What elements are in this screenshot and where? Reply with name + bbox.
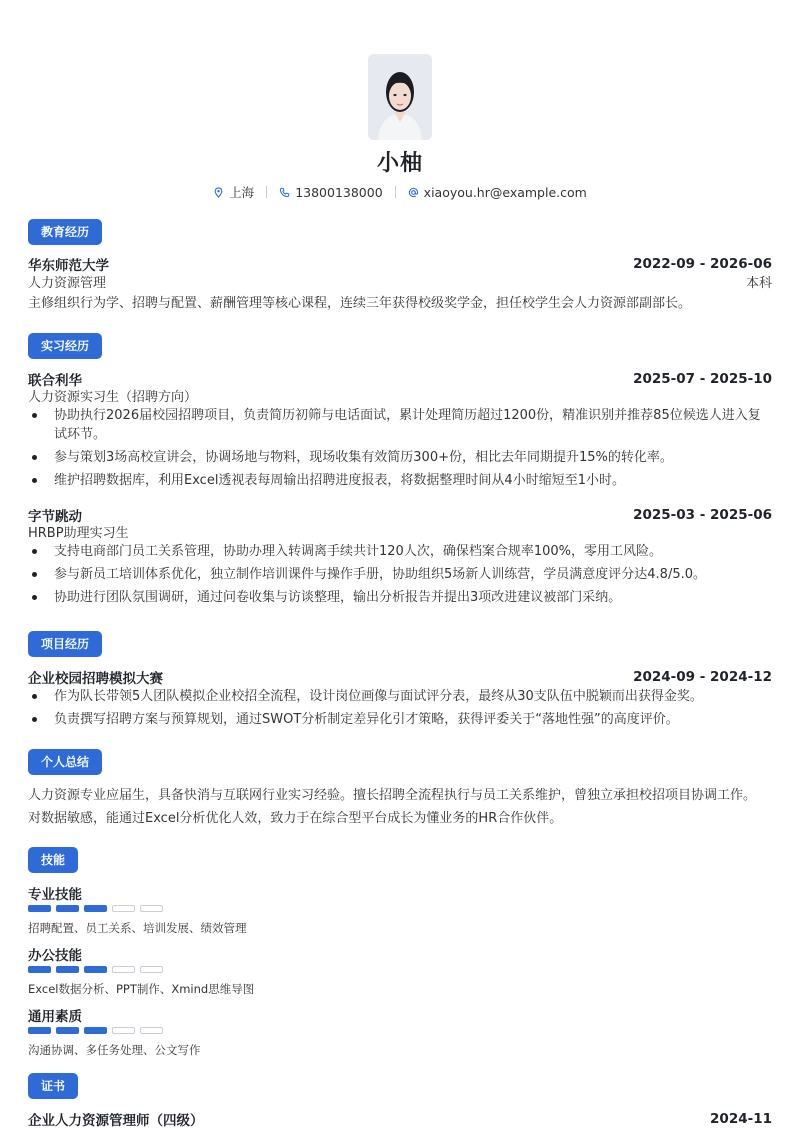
list-item: 作为队长带领5人团队模拟企业校招全流程，设计岗位画像与面试评分表，最终从30支队伍中脱颖而出获得金奖。	[28, 687, 772, 706]
phone-text: 13800138000	[295, 184, 383, 200]
job-role-row	[28, 522, 772, 541]
school-name: 华东师范大学	[28, 258, 109, 274]
skill-bar-empty	[140, 905, 163, 912]
company-name: 联合利华	[28, 373, 82, 389]
education-description: 主修组织行为学、招聘与配置、薪酬管理等核心课程，连续三年获得校级奖学金，担任校学生会人力资源部副部长。	[28, 296, 692, 311]
skill-bar-filled	[28, 905, 51, 912]
list-item: 参与策划3场高校宣讲会，协调场地与物料，现场收集有效简历300+份，相比去年同期提升15%的转化率。	[28, 448, 772, 467]
project-header	[28, 667, 772, 687]
phone-item	[279, 185, 382, 200]
location-text: 上海	[229, 185, 255, 200]
certificate-date: 2024-11	[710, 1111, 772, 1127]
list-item: 协助执行2026届校园招聘项目，负责简历初筛与电话面试，累计处理简历超过1200份，精准识别并推荐85位候选人进入复试环节。	[28, 406, 772, 444]
skill-level-bars	[28, 1027, 163, 1034]
skill-bar-filled	[56, 966, 79, 973]
project-name: 企业校园招聘模拟大赛	[28, 671, 163, 687]
skill-bar-filled	[28, 966, 51, 973]
location-item	[213, 183, 254, 201]
section-tag-education: 教育经历	[28, 219, 102, 245]
list-item: 支持电商部门员工关系管理，协助办理入转调离手续共计120人次，确保档案合规率100%，零用工风险。	[28, 542, 772, 561]
skill-bar-empty	[112, 905, 135, 912]
skill-description: 沟通协调、多任务处理、公文写作	[28, 1043, 201, 1057]
phone-icon	[279, 187, 290, 198]
list-item: 维护招聘数据库，利用Excel透视表每周输出招聘进度报表，将数据整理时间从4小时缩短至1小时。	[28, 471, 772, 490]
job-role: 人力资源实习生（招聘方向）	[28, 390, 198, 405]
contact-bar	[0, 183, 800, 201]
skill-bar-filled	[56, 1027, 79, 1034]
job-date: 2025-03 - 2025-06	[633, 507, 772, 523]
job-role: HRBP助理实习生	[28, 526, 129, 541]
certificate-name: 企业人力资源管理师（四级）	[28, 1113, 204, 1129]
job-role-row	[28, 386, 772, 405]
section-tag-internship: 实习经历	[28, 333, 102, 359]
skill-description: 招聘配置、员工关系、培训发展、绩效管理	[28, 921, 247, 935]
skill-title: 办公技能	[28, 948, 82, 964]
skill-bar-empty	[140, 966, 163, 973]
education-header	[28, 254, 772, 274]
education-subheader	[28, 272, 772, 291]
skill-description: Excel数据分析、PPT制作、Xmind思维导图	[28, 982, 255, 996]
project-bullets	[28, 687, 772, 733]
skill-level-bars	[28, 905, 163, 912]
list-item: 参与新员工培训体系优化，独立制作培训课件与操作手册，协助组织5场新人训练营，学员满意度评分达4.8/5.0。	[28, 565, 772, 584]
skill-bar-filled	[56, 905, 79, 912]
skill-bar-filled	[84, 1027, 107, 1034]
job-date: 2025-07 - 2025-10	[633, 371, 772, 387]
company-name: 字节跳动	[28, 509, 82, 525]
skill-bar-empty	[112, 966, 135, 973]
job-bullets	[28, 542, 772, 611]
summary-line: 对数据敏感，能通过Excel分析优化人效，致力于在综合型平台成长为懂业务的HR合作伙伴。	[28, 811, 563, 826]
section-tag-certificates: 证书	[28, 1073, 78, 1099]
section-tag-project: 项目经历	[28, 631, 102, 657]
skill-bar-filled	[28, 1027, 51, 1034]
project-date: 2024-09 - 2024-12	[633, 669, 772, 685]
skill-bar-filled	[84, 966, 107, 973]
candidate-name: 小柚	[376, 151, 423, 176]
avatar	[368, 54, 432, 140]
skill-bar-empty	[140, 1027, 163, 1034]
certificate-row	[28, 1109, 772, 1129]
skill-level-bars	[28, 966, 163, 973]
email-text[interactable]: xiaoyou.hr@example.com	[423, 184, 587, 200]
skill-bar-empty	[112, 1027, 135, 1034]
list-item: 负责撰写招聘方案与预算规划，通过SWOT分析制定差异化引才策略，获得评委关于“落地性强”的高度评价。	[28, 710, 772, 729]
skill-bar-filled	[84, 905, 107, 912]
degree: 本科	[745, 276, 772, 291]
divider	[266, 186, 267, 198]
education-date: 2022-09 - 2026-06	[633, 256, 772, 272]
section-tag-skills: 技能	[28, 847, 78, 873]
at-sign-icon	[408, 187, 419, 198]
summary-line: 人力资源专业应届生，具备快消与互联网行业实习经验。擅长招聘全流程执行与员工关系维护，曾独立承担校招项目协调工作。	[28, 788, 757, 803]
section-tag-summary: 个人总结	[28, 749, 102, 775]
list-item: 协助进行团队氛围调研，通过问卷收集与访谈整理，输出分析报告并提出3项改进建议被部门采纳。	[28, 588, 772, 607]
location-pin-icon	[213, 187, 224, 198]
skill-title: 通用素质	[28, 1009, 82, 1025]
divider	[395, 186, 396, 198]
portrait-photo	[368, 54, 432, 140]
major: 人力资源管理	[28, 276, 107, 291]
skill-title: 专业技能	[28, 887, 82, 903]
job-bullets	[28, 406, 772, 494]
email-item[interactable]	[408, 185, 587, 200]
